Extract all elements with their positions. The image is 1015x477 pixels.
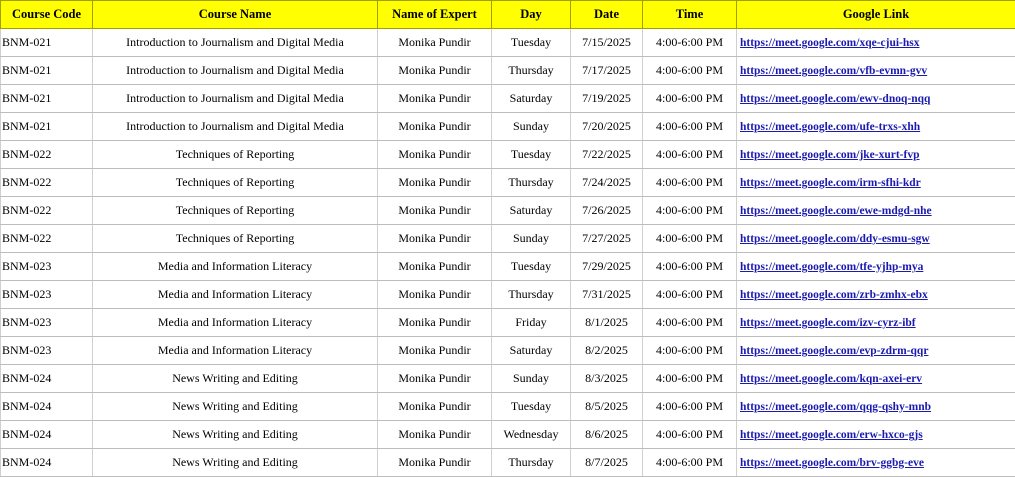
meet-link[interactable]: https://meet.google.com/kqn-axei-erv xyxy=(740,373,922,385)
google-link-cell[interactable] xyxy=(737,197,1015,225)
date-cell[interactable]: 8/2/2025 xyxy=(571,337,643,365)
day-cell[interactable]: Sunday xyxy=(492,225,571,253)
expert-name-cell[interactable]: Monika Pundir xyxy=(378,57,492,85)
meet-link[interactable]: https://meet.google.com/tfe-yjhp-mya xyxy=(740,261,923,273)
meet-link[interactable]: https://meet.google.com/zrb-zmhx-ebx xyxy=(740,289,928,301)
day-cell[interactable]: Friday xyxy=(492,309,571,337)
table-row xyxy=(1,281,1015,309)
meet-link[interactable]: https://meet.google.com/brv-ggbg-eve xyxy=(740,457,924,469)
day-cell[interactable]: Wednesday xyxy=(492,421,571,449)
course-code-cell[interactable]: BNM-024 xyxy=(1,449,93,477)
date-cell[interactable]: 7/17/2025 xyxy=(571,57,643,85)
table-row xyxy=(1,197,1015,225)
header-date[interactable]: Date xyxy=(571,1,643,29)
date-cell[interactable]: 7/22/2025 xyxy=(571,141,643,169)
expert-name-cell[interactable]: Monika Pundir xyxy=(378,309,492,337)
meet-link[interactable]: https://meet.google.com/ewv-dnoq-nqq xyxy=(740,93,930,105)
time-cell[interactable]: 4:00-6:00 PM xyxy=(643,197,737,225)
course-code-cell[interactable]: BNM-021 xyxy=(1,85,93,113)
google-link-cell[interactable] xyxy=(737,337,1015,365)
course-code-cell[interactable]: BNM-023 xyxy=(1,309,93,337)
course-name-cell[interactable]: Media and Information Literacy xyxy=(93,281,378,309)
course-code-cell[interactable]: BNM-022 xyxy=(1,141,93,169)
table-row xyxy=(1,365,1015,393)
course-name-cell[interactable]: Techniques of Reporting xyxy=(93,169,378,197)
date-cell[interactable]: 7/29/2025 xyxy=(571,253,643,281)
day-cell[interactable]: Thursday xyxy=(492,281,571,309)
time-cell[interactable]: 4:00-6:00 PM xyxy=(643,29,737,57)
day-cell[interactable]: Thursday xyxy=(492,169,571,197)
table-row xyxy=(1,253,1015,281)
date-cell[interactable]: 8/6/2025 xyxy=(571,421,643,449)
time-cell[interactable]: 4:00-6:00 PM xyxy=(643,309,737,337)
time-cell[interactable]: 4:00-6:00 PM xyxy=(643,141,737,169)
table-row xyxy=(1,393,1015,421)
expert-name-cell[interactable]: Monika Pundir xyxy=(378,141,492,169)
day-cell[interactable]: Sunday xyxy=(492,113,571,141)
course-name-cell[interactable]: Techniques of Reporting xyxy=(93,197,378,225)
google-link-cell[interactable] xyxy=(737,281,1015,309)
course-code-cell[interactable]: BNM-022 xyxy=(1,225,93,253)
google-link-cell[interactable] xyxy=(737,113,1015,141)
header-expert[interactable]: Name of Expert xyxy=(378,1,492,29)
course-name-cell[interactable]: News Writing and Editing xyxy=(93,393,378,421)
meet-link[interactable]: https://meet.google.com/ufe-trxs-xhh xyxy=(740,121,920,133)
table-row xyxy=(1,225,1015,253)
course-name-cell[interactable]: News Writing and Editing xyxy=(93,365,378,393)
day-cell[interactable]: Tuesday xyxy=(492,141,571,169)
meet-link[interactable]: https://meet.google.com/evp-zdrm-qqr xyxy=(740,345,928,357)
header-course-name[interactable]: Course Name xyxy=(93,1,378,29)
expert-name-cell[interactable]: Monika Pundir xyxy=(378,449,492,477)
expert-name-cell[interactable]: Monika Pundir xyxy=(378,421,492,449)
course-code-cell[interactable]: BNM-024 xyxy=(1,365,93,393)
expert-name-cell[interactable]: Monika Pundir xyxy=(378,197,492,225)
time-cell[interactable]: 4:00-6:00 PM xyxy=(643,113,737,141)
meet-link[interactable]: https://meet.google.com/vfb-evmn-gvv xyxy=(740,65,927,77)
google-link-cell[interactable] xyxy=(737,85,1015,113)
course-name-cell[interactable]: Techniques of Reporting xyxy=(93,141,378,169)
expert-name-cell[interactable]: Monika Pundir xyxy=(378,85,492,113)
course-code-cell[interactable]: BNM-021 xyxy=(1,57,93,85)
course-code-cell[interactable]: BNM-023 xyxy=(1,253,93,281)
google-link-cell[interactable] xyxy=(737,449,1015,477)
table-row xyxy=(1,85,1015,113)
day-cell[interactable]: Saturday xyxy=(492,85,571,113)
date-cell[interactable]: 7/27/2025 xyxy=(571,225,643,253)
meet-link[interactable]: https://meet.google.com/xqe-cjui-hsx xyxy=(740,37,920,49)
time-cell[interactable]: 4:00-6:00 PM xyxy=(643,57,737,85)
course-name-cell[interactable]: Media and Information Literacy xyxy=(93,309,378,337)
table-row xyxy=(1,169,1015,197)
expert-name-cell[interactable]: Monika Pundir xyxy=(378,337,492,365)
course-code-cell[interactable]: BNM-024 xyxy=(1,393,93,421)
google-link-cell[interactable] xyxy=(737,141,1015,169)
course-name-cell[interactable]: Introduction to Journalism and Digital Media xyxy=(93,85,378,113)
course-code-cell[interactable]: BNM-024 xyxy=(1,421,93,449)
day-cell[interactable]: Sunday xyxy=(492,365,571,393)
expert-name-cell[interactable]: Monika Pundir xyxy=(378,253,492,281)
course-name-cell[interactable]: News Writing and Editing xyxy=(93,421,378,449)
course-code-cell[interactable]: BNM-022 xyxy=(1,169,93,197)
course-code-cell[interactable]: BNM-023 xyxy=(1,281,93,309)
table-row xyxy=(1,113,1015,141)
meet-link[interactable]: https://meet.google.com/ddy-esmu-sgw xyxy=(740,233,930,245)
course-code-cell[interactable]: BNM-021 xyxy=(1,113,93,141)
meet-link[interactable]: https://meet.google.com/izv-cyrz-ibf xyxy=(740,317,916,329)
google-link-cell[interactable] xyxy=(737,57,1015,85)
time-cell[interactable]: 4:00-6:00 PM xyxy=(643,253,737,281)
course-name-cell[interactable]: News Writing and Editing xyxy=(93,449,378,477)
google-link-cell[interactable] xyxy=(737,169,1015,197)
day-cell[interactable]: Thursday xyxy=(492,57,571,85)
course-code-cell[interactable]: BNM-023 xyxy=(1,337,93,365)
course-code-cell[interactable]: BNM-021 xyxy=(1,29,93,57)
course-name-cell[interactable]: Techniques of Reporting xyxy=(93,225,378,253)
table-row xyxy=(1,421,1015,449)
time-cell[interactable]: 4:00-6:00 PM xyxy=(643,421,737,449)
google-link-cell[interactable] xyxy=(737,421,1015,449)
expert-name-cell[interactable]: Monika Pundir xyxy=(378,29,492,57)
google-link-cell[interactable] xyxy=(737,225,1015,253)
table-row xyxy=(1,141,1015,169)
date-cell[interactable]: 7/20/2025 xyxy=(571,113,643,141)
header-course-code[interactable]: Course Code xyxy=(1,1,93,29)
date-cell[interactable]: 8/3/2025 xyxy=(571,365,643,393)
day-cell[interactable]: Saturday xyxy=(492,197,571,225)
course-name-cell[interactable]: Media and Information Literacy xyxy=(93,337,378,365)
date-cell[interactable]: 8/5/2025 xyxy=(571,393,643,421)
expert-name-cell[interactable]: Monika Pundir xyxy=(378,281,492,309)
table-row xyxy=(1,57,1015,85)
meet-link[interactable]: https://meet.google.com/qqg-qshy-mnb xyxy=(740,401,931,413)
table-row xyxy=(1,449,1015,477)
expert-name-cell[interactable]: Monika Pundir xyxy=(378,393,492,421)
header-day[interactable]: Day xyxy=(492,1,571,29)
expert-name-cell[interactable]: Monika Pundir xyxy=(378,225,492,253)
time-cell[interactable]: 4:00-6:00 PM xyxy=(643,365,737,393)
expert-name-cell[interactable]: Monika Pundir xyxy=(378,365,492,393)
time-cell[interactable]: 4:00-6:00 PM xyxy=(643,281,737,309)
date-cell[interactable]: 7/26/2025 xyxy=(571,197,643,225)
date-cell[interactable]: 7/24/2025 xyxy=(571,169,643,197)
course-name-cell[interactable]: Media and Information Literacy xyxy=(93,253,378,281)
day-cell[interactable]: Tuesday xyxy=(492,29,571,57)
header-time[interactable]: Time xyxy=(643,1,737,29)
course-code-cell[interactable]: BNM-022 xyxy=(1,197,93,225)
date-cell[interactable]: 7/19/2025 xyxy=(571,85,643,113)
meet-link[interactable]: https://meet.google.com/jke-xurt-fvp xyxy=(740,149,920,161)
table-row xyxy=(1,309,1015,337)
google-link-cell[interactable] xyxy=(737,309,1015,337)
date-cell[interactable]: 7/15/2025 xyxy=(571,29,643,57)
time-cell[interactable]: 4:00-6:00 PM xyxy=(643,225,737,253)
time-cell[interactable]: 4:00-6:00 PM xyxy=(643,85,737,113)
day-cell[interactable]: Tuesday xyxy=(492,393,571,421)
header-google-link[interactable]: Google Link xyxy=(737,1,1015,29)
google-link-cell[interactable] xyxy=(737,393,1015,421)
time-cell[interactable]: 4:00-6:00 PM xyxy=(643,337,737,365)
expert-name-cell[interactable]: Monika Pundir xyxy=(378,113,492,141)
table-row xyxy=(1,337,1015,365)
google-link-cell[interactable] xyxy=(737,253,1015,281)
time-cell[interactable]: 4:00-6:00 PM xyxy=(643,169,737,197)
date-cell[interactable]: 8/1/2025 xyxy=(571,309,643,337)
day-cell[interactable]: Tuesday xyxy=(492,253,571,281)
meet-link[interactable]: https://meet.google.com/ewe-mdgd-nhe xyxy=(740,205,932,217)
course-name-cell[interactable]: Introduction to Journalism and Digital Media xyxy=(93,29,378,57)
meet-link[interactable]: https://meet.google.com/irm-sfhi-kdr xyxy=(740,177,921,189)
meet-link[interactable]: https://meet.google.com/erw-hxco-gjs xyxy=(740,429,923,441)
day-cell[interactable]: Thursday xyxy=(492,449,571,477)
google-link-cell[interactable] xyxy=(737,29,1015,57)
table-row xyxy=(1,29,1015,57)
header-row xyxy=(1,1,1015,29)
google-link-cell[interactable] xyxy=(737,365,1015,393)
date-cell[interactable]: 8/7/2025 xyxy=(571,449,643,477)
expert-name-cell[interactable]: Monika Pundir xyxy=(378,169,492,197)
date-cell[interactable]: 7/31/2025 xyxy=(571,281,643,309)
time-cell[interactable]: 4:00-6:00 PM xyxy=(643,393,737,421)
time-cell[interactable]: 4:00-6:00 PM xyxy=(643,449,737,477)
course-name-cell[interactable]: Introduction to Journalism and Digital Media xyxy=(93,113,378,141)
day-cell[interactable]: Saturday xyxy=(492,337,571,365)
course-name-cell[interactable]: Introduction to Journalism and Digital Media xyxy=(93,57,378,85)
